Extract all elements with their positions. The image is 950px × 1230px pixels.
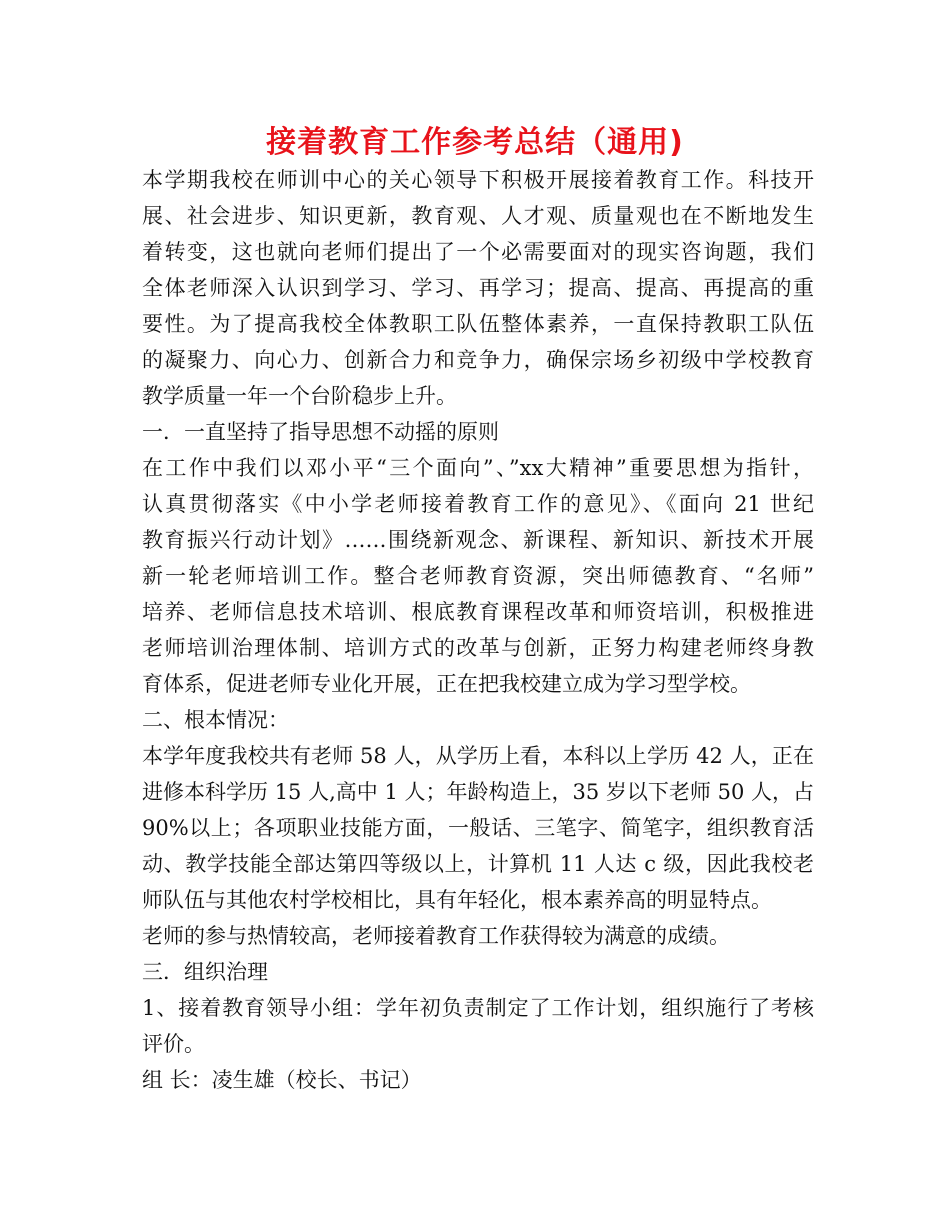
document-body [142,162,814,1098]
text-line: 三．组织治理 [142,960,268,984]
text-line: 一．一直坚持了指导思想不动摇的原则 [142,420,499,444]
text-line: 教学质量一年一个台阶稳步上升。 [142,384,457,408]
text-line: 的凝聚力、向心力、创新合力和竞争力，确保宗场乡初级中学校教育 [142,348,814,372]
text-line: 新一轮老师培训工作。整合老师教育资源，突出师德教育、“名师” [142,564,814,588]
text-line: 展、社会进步、知识更新，教育观、人才观、质量观也在不断地发生 [142,204,814,228]
text-line: 评价。 [142,1032,205,1056]
text-line: 全体老师深入认识到学习、学习、再学习；提高、提高、再提高的重 [142,276,814,300]
text-line: 教育振兴行动计划》……围绕新观念、新课程、新知识、新技术开展 [142,528,814,552]
text-line: 要性。为了提高我校全体教职工队伍整体素养，一直保持教职工队伍 [142,312,814,336]
text-line: 培养、老师信息技术培训、根底教育课程改革和师资培训，积极推进 [142,600,814,624]
text-line: 着转变，这也就向老师们提出了一个必需要面对的现实咨询题，我们 [142,240,814,264]
text-line: 老师培训治理体制、培训方式的改革与创新，正努力构建老师终身教 [142,636,814,660]
text-line: 师队伍与其他农村学校相比，具有年轻化，根本素养高的明显特点。 [142,888,772,912]
text-line: 动、教学技能全部达第四等级以上，计算机 11 人达 c 级，因此我校老 [142,852,814,876]
text-line: 进修本科学历 15 人,高中 1 人；年龄构造上，35 岁以下老师 50 人，占 [142,780,814,804]
text-line: 组 长：凌生雄（校长、书记） [142,1068,422,1092]
text-line: 二、根本情况： [142,708,289,732]
text-line: 在工作中我们以邓小平“三个面向”、”xx大精神”重要思想为指针， [142,456,814,480]
text-line: 本学期我校在师训中心的关心领导下积极开展接着教育工作。科技开 [142,168,814,192]
text-line: 1、接着教育领导小组：学年初负责制定了工作计划，组织施行了考核 [142,996,814,1020]
text-line: 90%以上；各项职业技能方面，一般话、三笔字、简笔字，组织教育活 [142,816,814,840]
text-line: 认真贯彻落实《中小学老师接着教育工作的意见》、《面向 21 世纪 [142,492,814,516]
document-title: 接着教育工作参考总结（通用) [266,125,684,160]
text-line: 老师的参与热情较高，老师接着教育工作获得较为满意的成绩。 [142,924,730,948]
text-line: 育体系，促进老师专业化开展，正在把我校建立成为学习型学校。 [142,672,751,696]
text-line: 本学年度我校共有老师 58 人，从学历上看，本科以上学历 42 人，正在 [142,744,814,768]
